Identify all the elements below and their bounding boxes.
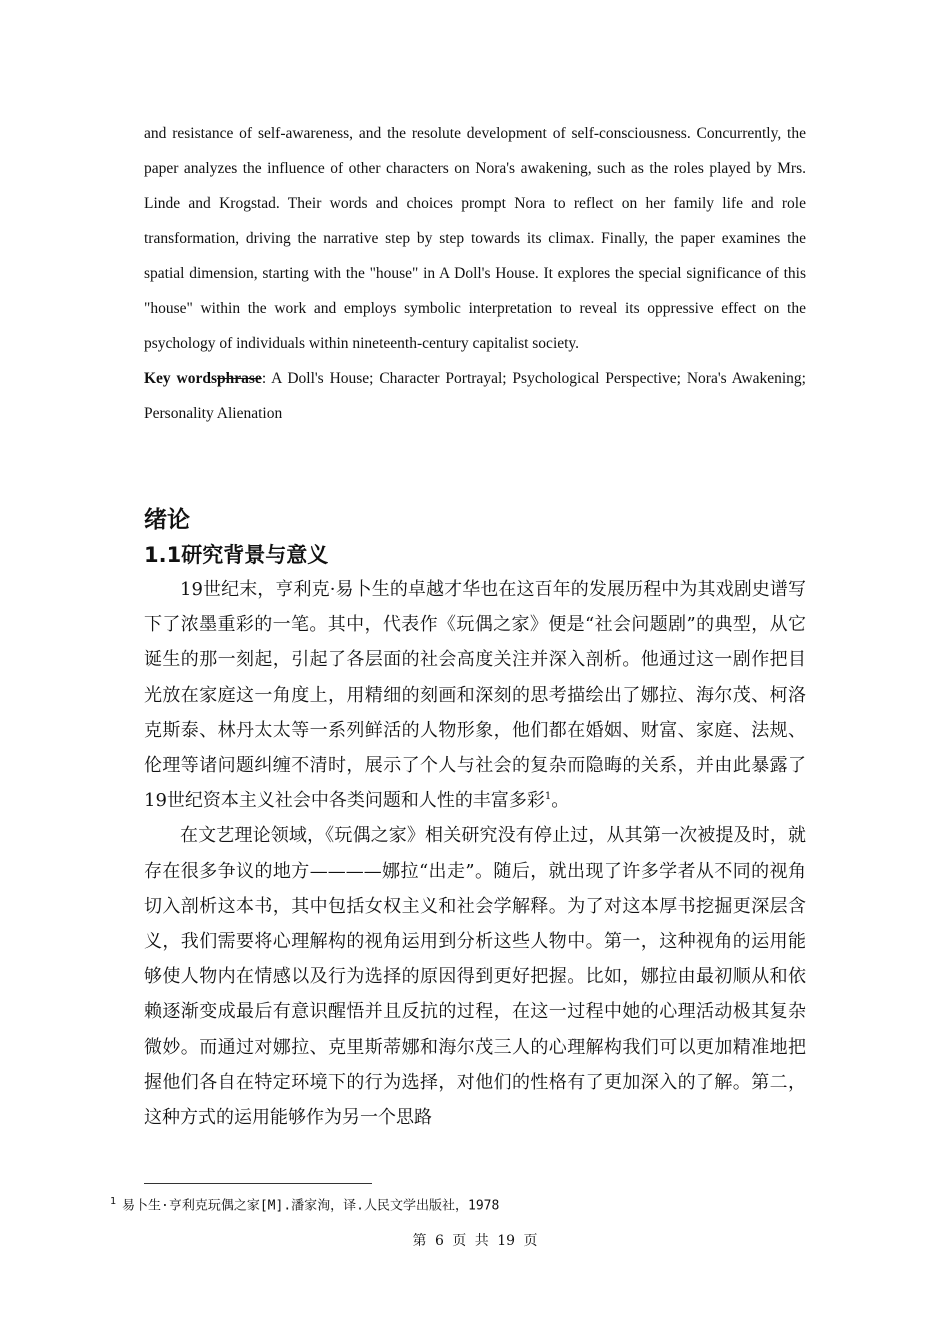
abstract-paragraph: and resistance of self-awareness, and the resolute development of self-consciousness. Concurrently, the paper analyzes the influence of other characters on Nora's awakening, such as the roles played by Mrs. Linde and Krogstad. Their words and choices prompt Nora to reflect on her family life and role transformation, driving the narrative step by step towards its climax. Finally, the paper examines the spatial dimension, starting with the "house" in A Doll's House. It explores the special significance of this "house" within the work and employs symbolic interpretation to reveal its oppressive effect on the psychology of individuals within nineteenth-century capitalist society. [144, 125, 806, 352]
chapter-heading: 绪论 [144, 507, 190, 533]
footnote [110, 1192, 499, 1216]
paragraph-1-end: 。 [551, 790, 570, 812]
keywords-text: : A Doll's House; Character Portrayal; Psychological Perspective; Nora's Awakening; Personality Alienation [144, 370, 806, 422]
english-abstract [144, 116, 806, 431]
body-paragraph-2: 在文艺理论领域，《玩偶之家》相关研究没有停止过，从其第一次被提及时，就存在很多争议的地方————娜拉“出走”。随后，就出现了许多学者从不同的视角切入剖析这本书，其中包括女权主义和社会学解释。为了对这本厚书挖掘更深层含义，我们需要将心理解构的视角运用到分析这些人物中。第一，这种视角的运用能够使人物内在情感以及行为选择的原因得到更好把握。比如，娜拉由最初顺从和依赖逐渐变成最后有意识醒悟并且反抗的过程，在这一过程中她的心理活动极其复杂微妙。而通过对娜拉、克里斯蒂娜和海尔茂三人的心理解构我们可以更加精准地把握他们各自在特定环境下的行为选择，对他们的性格有了更加深入的了解。第二，这种方式的运用能够作为另一个思路 [144, 825, 806, 1129]
keywords-strikethrough: phrase [217, 370, 262, 387]
keywords-label: Key words [144, 370, 218, 387]
footnote-ref[interactable]: 1 [544, 791, 552, 803]
footnote-divider [144, 1183, 372, 1184]
keywords-line [144, 361, 806, 431]
footnote-number: 1 [110, 1196, 117, 1207]
body-paragraph-1 [144, 572, 806, 818]
body-text [144, 572, 806, 1135]
paragraph-1-text: 19世纪末，亨利克·易卜生的卓越才华也在这百年的发展历程中为其戏剧史谱写下了浓墨重彩的一笔。其中，代表作《玩偶之家》便是“社会问题剧”的典型，从它诞生的那一刻起，引起了各层面的社会高度关注并深入剖析。他通过这一剧作把目光放在家庭这一角度上，用精细的刻画和深刻的思考描绘出了娜拉、海尔茂、柯洛克斯泰、林丹太太等一系列鲜活的人物形象，他们都在婚姻、财富、家庭、法规、伦理等诸问题纠缠不清时，展示了个人与社会的复杂而隐晦的关系，并由此暴露了19世纪资本主义社会中各类问题和人性的丰富多彩 [144, 579, 806, 812]
page-number: 第 6 页 共 19 页 [412, 1233, 538, 1249]
footnote-text: 易卜生·亨利克玩偶之家[M].潘家洵，译.人民文学出版社，1978 [122, 1198, 500, 1214]
section-heading: 1.1研究背景与意义 [144, 543, 329, 567]
